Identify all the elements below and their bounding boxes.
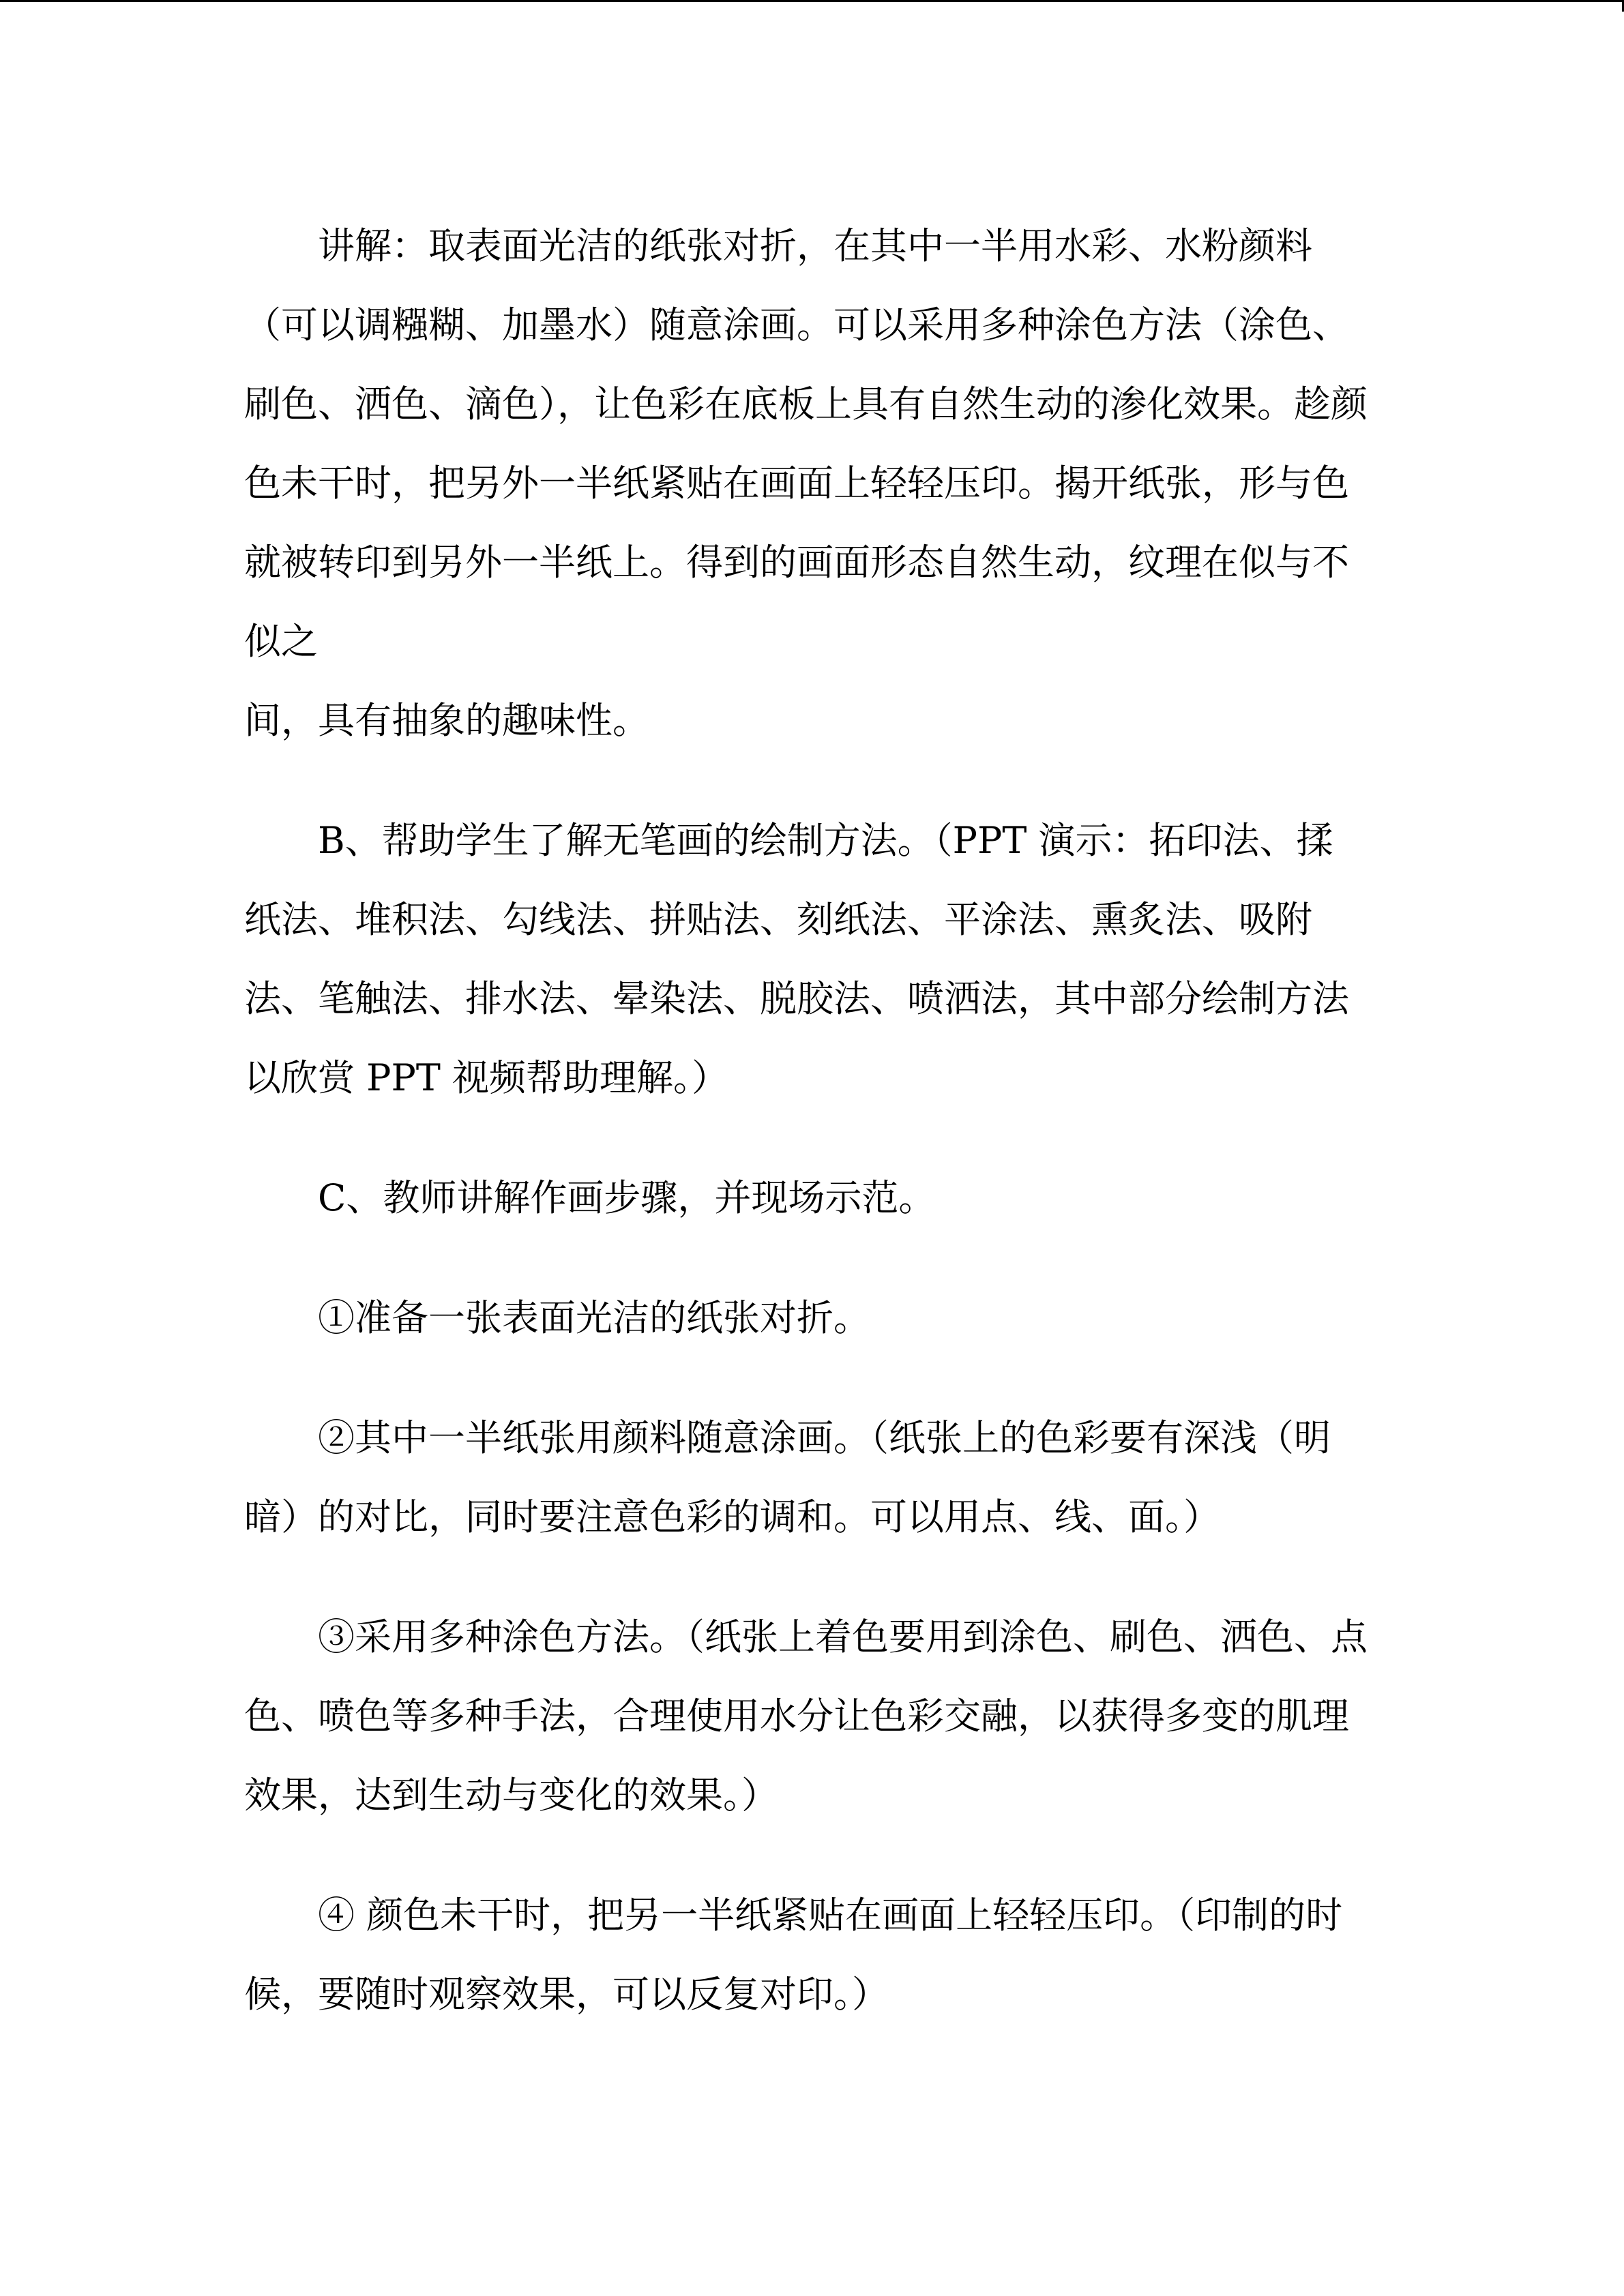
document-body bbox=[244, 207, 1370, 2075]
paragraph-step-1: ①准备一张表面光洁的纸张对折。 bbox=[318, 1296, 870, 1339]
paragraph-step-3: ③采用多种涂色方法。（纸张上着色要用到涂色、刷色、洒色、点色、喷色等多种手法，合理使用水分让色彩交融，以获得多变的肌理效果，达到生动与变化的效果。） bbox=[244, 1615, 1368, 1817]
paragraph-step-2: ②其中一半纸张用颜料随意涂画。（纸张上的色彩要有深浅（明暗）的对比，同时要注意色彩的调和。可以用点、线、面。） bbox=[244, 1416, 1331, 1538]
paragraph-explanation: 讲解：取表面光洁的纸张对折，在其中一半用水彩、水粉颜料（可以调糨糊、加墨水）随意涂画。可以采用多种涂色方法（涂色、刷色、洒色、滴色），让色彩在底板上具有自然生动的渗化效果。趁颜色未干时，把另外一半纸紧贴在画面上轻轻压印。揭开纸张，形与色就被转印到另外一半纸上。得到的画面形态自然生动，纹理在似与不似之 bbox=[244, 224, 1368, 663]
paragraph-explanation-continued: 间，具有抽象的趣味性。 bbox=[244, 699, 649, 742]
paragraph-section-b: B、帮助学生了解无笔画的绘制方法。（PPT 演示：拓印法、揉纸法、堆积法、勾线法、拼贴法、刻纸法、平涂法、熏炙法、吸附法、笔触法、排水法、晕染法、脱胶法、喷洒法，其中部分绘制方法以欣赏 PPT 视频帮助理解。） bbox=[244, 819, 1349, 1099]
paragraph-step-4: ④ 颜色未干时，把另一半纸紧贴在画面上轻轻压印。（印制的时候，要随时观察效果，可以反复对印。） bbox=[244, 1894, 1343, 2016]
paragraph-section-c: C、教师讲解作画步骤，并现场示范。 bbox=[318, 1176, 936, 1219]
